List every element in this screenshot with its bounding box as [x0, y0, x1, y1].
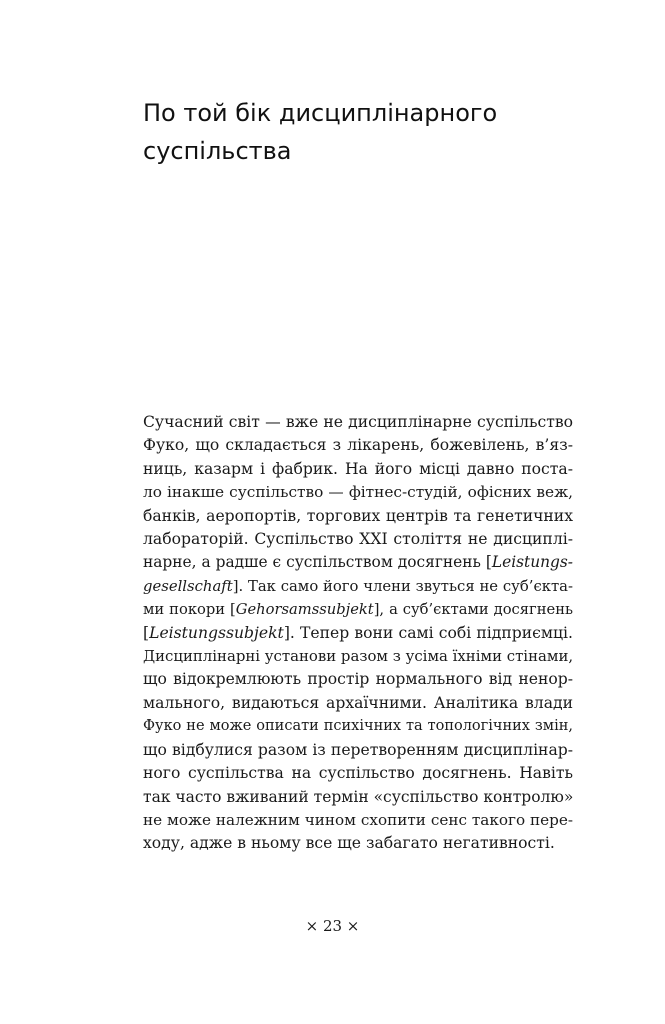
- text-line: [143, 575, 573, 598]
- italic-term: gesellschaft: [143, 577, 233, 595]
- page-number: × 23 ×: [305, 917, 360, 935]
- text-line: [143, 458, 573, 481]
- text-line: [143, 692, 573, 715]
- text-run: [: [143, 623, 150, 642]
- text-line: [143, 668, 573, 691]
- text-line: [143, 715, 573, 738]
- text-run: банків, аеропортів, торгових центрів та генетичних: [143, 506, 573, 525]
- chapter-title: [143, 94, 563, 170]
- italic-term: Leistungs-: [491, 553, 573, 572]
- italic-term: Leistungssubjekt: [149, 623, 284, 642]
- text-line: [143, 528, 573, 551]
- text-run: ного суспільства на суспільство досягнень. Навіть: [143, 764, 573, 783]
- text-run: Сучасний світ — вже не дисциплінарне суспільство: [143, 413, 573, 431]
- chapter-title-line: суспільства: [143, 137, 292, 165]
- text-run: так часто вживаний термін «суспільство контролю»: [143, 787, 574, 806]
- text-run: нарне, а радше є суспільством досягнень [: [143, 553, 492, 572]
- text-line: [143, 505, 573, 528]
- text-line: [143, 809, 573, 832]
- text-run: Дисциплінарні установи разом з усіма їхніми стінами,: [143, 647, 574, 666]
- text-run: не може належним чином схопити сенс такого пере-: [143, 810, 573, 829]
- text-run: мального, видаються архаїчними. Аналітика влади: [143, 693, 573, 712]
- text-line: [143, 622, 573, 645]
- chapter-title-line: По той бік дисциплінарного: [143, 99, 498, 127]
- text-run: ходу, адже в ньому все ще забагато негативності.: [143, 834, 555, 853]
- text-run: ]. Так само його члени звуться не суб’єкта-: [232, 577, 573, 595]
- text-line: [143, 739, 573, 762]
- text-line: [143, 434, 573, 457]
- text-line: [143, 598, 573, 621]
- text-run: ми покори [: [143, 601, 236, 619]
- body-paragraph: [143, 411, 573, 856]
- text-run: ], а суб’єктами досягнень: [373, 601, 573, 619]
- text-line: [143, 645, 573, 668]
- text-run: лабораторій. Суспільство XXI століття не дисциплі-: [143, 530, 573, 549]
- text-run: що відокремлюють простір нормального від ненор-: [143, 670, 573, 689]
- text-run: ниць, казарм і фабрик. На його місці давно поста-: [143, 459, 573, 478]
- text-run: ]. Тепер вони самі собі підприємці.: [283, 623, 573, 642]
- text-run: що відбулися разом із перетворенням дисциплінар-: [143, 740, 573, 759]
- text-run: Фуко, що складається з лікарень, божевілень, в’яз-: [143, 436, 573, 455]
- text-line: [143, 832, 573, 855]
- text-run: Фуко не може описати психічних та топологічних змін,: [143, 718, 573, 735]
- text-line: [143, 481, 573, 504]
- text-line: [143, 762, 573, 785]
- text-line: [143, 411, 573, 434]
- text-line: [143, 551, 573, 574]
- text-line: [143, 786, 573, 809]
- italic-term: Gehorsamssubjekt: [235, 601, 374, 619]
- text-run: ло інакше суспільство — фітнес-студій, офісних веж,: [143, 483, 573, 502]
